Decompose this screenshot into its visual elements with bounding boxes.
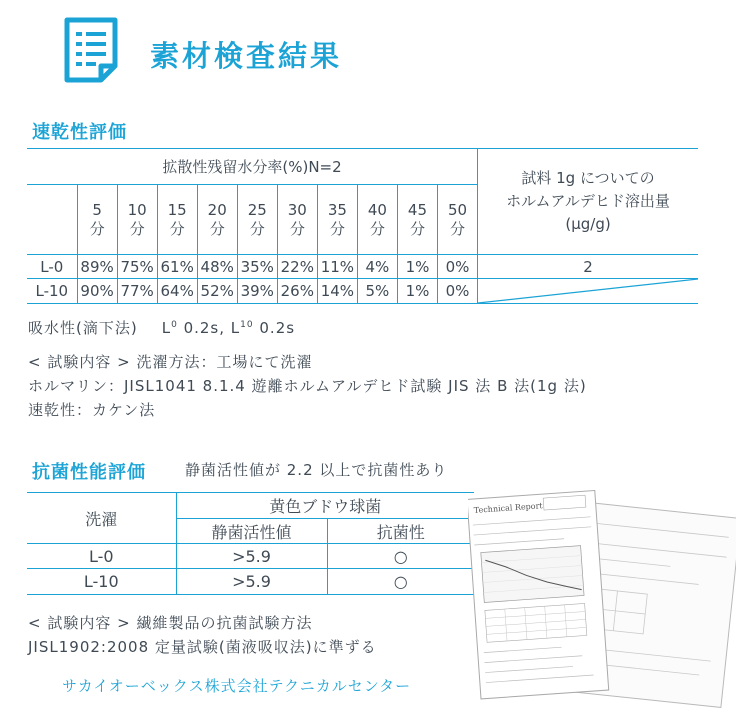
minute-header: 40 分 — [357, 185, 397, 255]
cell-value: 39% — [237, 279, 277, 304]
minute-header: 50 分 — [437, 185, 477, 255]
minute-header: 30 分 — [277, 185, 317, 255]
report-papers-image — [468, 486, 736, 712]
minute-header: 15 分 — [157, 185, 197, 255]
company-name: サカイオーベックス株式会社テクニカルセンター — [62, 677, 412, 695]
cell-value: 77% — [117, 279, 157, 304]
cell-value: 14% — [317, 279, 357, 304]
cell-value: 75% — [117, 255, 157, 279]
antibacterial-note: JISL1902:2008 定量試験(菌液吸収法)に準ずる — [28, 638, 377, 656]
antibacterial-table — [27, 492, 474, 595]
cell-value: 90% — [77, 279, 117, 304]
cell-value: 4% — [357, 255, 397, 279]
row-label: L-0 — [27, 255, 77, 279]
cell-value: 1% — [397, 255, 437, 279]
minute-header: 45 分 — [397, 185, 437, 255]
row-label-spacer — [27, 185, 77, 255]
cell-value: 5% — [357, 279, 397, 304]
cell-value: 35% — [237, 255, 277, 279]
antibacterial-header: 抗菌性 — [327, 519, 474, 544]
cell-value: >5.9 — [176, 569, 327, 595]
cell-value: 0% — [437, 255, 477, 279]
absorbency-line: 吸水性(滴下法) $L^0$ 0.2s, $L^{10}$ 0.2s — [28, 319, 296, 337]
cell-value: 61% — [157, 255, 197, 279]
minute-header: 10 分 — [117, 185, 157, 255]
diffusion-header: 拡散性残留水分率(%)N=2 — [27, 149, 478, 185]
cell-value: 89% — [77, 255, 117, 279]
cell-value: 64% — [157, 279, 197, 304]
dry-table — [27, 148, 698, 304]
cell-value: 0% — [437, 279, 477, 304]
document-list-icon — [63, 16, 119, 84]
cell-value: 1% — [397, 279, 437, 304]
row-label: L-10 — [27, 279, 77, 304]
antibacterial-note: < 試験内容 > 繊維製品の抗菌試験方法 — [28, 614, 313, 632]
minute-header: 5 分 — [77, 185, 117, 255]
staph-header: 黄色ブドウ球菌 — [176, 493, 474, 519]
cell-result: ○ — [327, 544, 474, 569]
row-label: L-10 — [27, 569, 176, 595]
minute-header: 35 分 — [317, 185, 357, 255]
cell-value: 26% — [277, 279, 317, 304]
empty-diagonal-cell — [478, 279, 698, 304]
cell-value: 22% — [277, 255, 317, 279]
dry-note: < 試験内容 > 洗濯方法：工場にて洗濯 — [28, 353, 313, 371]
minute-header: 25 分 — [237, 185, 277, 255]
minute-header: 20 分 — [197, 185, 237, 255]
cell-value: 52% — [197, 279, 237, 304]
dry-note: 速乾性：カケン法 — [28, 401, 156, 419]
page-title: 素材検査結果 — [150, 39, 343, 73]
cell-result: ○ — [327, 569, 474, 595]
bacteriostatic-header: 静菌活性値 — [176, 519, 327, 544]
dry-note: ホルマリン：JISL1041 8.1.4 遊離ホルムアルデヒド試験 JIS 法 B 法(1g 法) — [28, 377, 587, 395]
antibacterial-heading: 抗菌性能評価 — [32, 462, 146, 483]
dry-heading: 速乾性評価 — [32, 122, 127, 143]
cell-value: >5.9 — [176, 544, 327, 569]
wash-header: 洗濯 — [27, 493, 176, 544]
report-title: Technical Report — [473, 501, 543, 515]
formaldehyde-value: 2 — [478, 255, 698, 279]
cell-value: 11% — [317, 255, 357, 279]
formaldehyde-header: 試料 1g についての ホルムアルデヒド溶出量 (µg/g) — [478, 149, 698, 255]
row-label: L-0 — [27, 544, 176, 569]
cell-value: 48% — [197, 255, 237, 279]
antibacterial-subheading: 静菌活性値が 2.2 以上で抗菌性あり — [185, 461, 448, 479]
